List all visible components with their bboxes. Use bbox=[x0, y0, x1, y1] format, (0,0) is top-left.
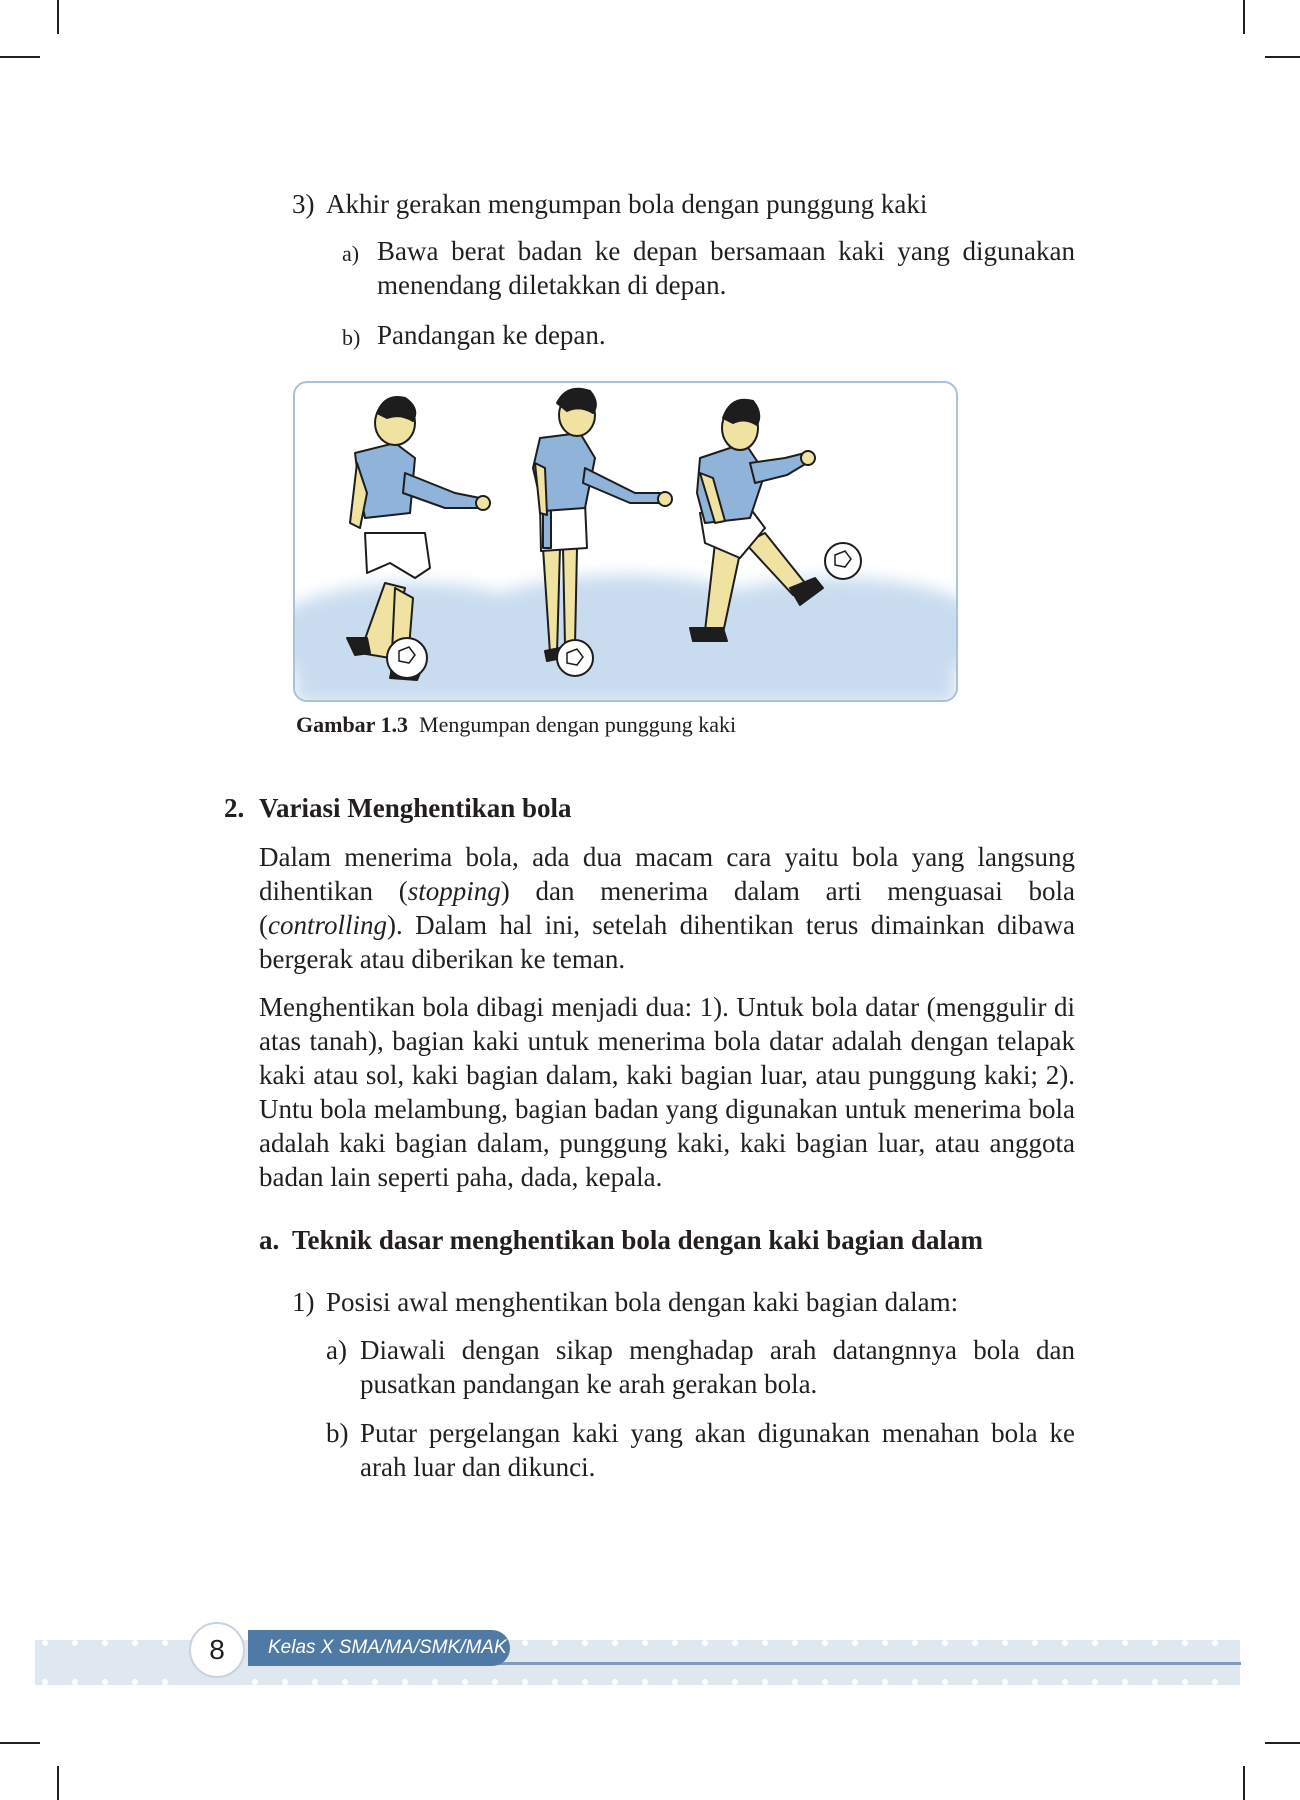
crop-mark bbox=[1243, 1766, 1245, 1800]
list-label-1b: b) bbox=[326, 1418, 349, 1448]
page-number: 8 bbox=[189, 1622, 245, 1678]
list-item-3-text: Akhir gerakan mengumpan bola dengan punggung kaki bbox=[326, 189, 928, 219]
crop-mark bbox=[57, 1766, 59, 1800]
figure-caption-label: Gambar 1.3 bbox=[296, 712, 409, 737]
figure-caption-text: Mengumpan dengan punggung kaki bbox=[419, 712, 737, 737]
subsection-title: Teknik dasar menghentikan bola dengan kaki bagian dalam bbox=[292, 1225, 983, 1255]
figure-illustration bbox=[293, 381, 958, 702]
list-label-3a: a) bbox=[342, 241, 360, 266]
term-stopping: stopping bbox=[407, 876, 501, 906]
subsection-label: a. bbox=[259, 1225, 280, 1255]
section-title: Variasi Menghentikan bola bbox=[259, 793, 572, 823]
ball-3 bbox=[825, 543, 861, 579]
list-item-3a-text: Bawa berat badan ke depan bersamaan kaki yang digunakan menendang diletakkan di depan. bbox=[377, 236, 1075, 300]
crop-mark bbox=[1265, 1742, 1300, 1744]
list-label: 3) bbox=[292, 189, 315, 219]
list-label-1: 1) bbox=[292, 1287, 315, 1317]
list-item-3b-text: Pandangan ke depan. bbox=[377, 320, 606, 350]
list-item-1a-text: Diawali dengan sikap menghadap arah datangnnya bola dan pusatkan pandangan ke arah gerakan bola. bbox=[360, 1335, 1075, 1399]
crop-mark bbox=[1265, 56, 1300, 58]
list-item-1-text: Posisi awal menghentikan bola dengan kaki bagian dalam: bbox=[326, 1287, 959, 1317]
ball-2 bbox=[557, 640, 593, 676]
crop-mark bbox=[57, 0, 59, 34]
list-label-3b: b) bbox=[342, 325, 361, 350]
soccer-illustration bbox=[295, 383, 956, 700]
crop-mark bbox=[1243, 0, 1245, 34]
term-controlling: controlling bbox=[268, 910, 387, 940]
book-label: Kelas X SMA/MA/SMK/MAK bbox=[248, 1630, 510, 1666]
list-item-3 bbox=[292, 187, 315, 221]
footer-rule bbox=[490, 1662, 1241, 1665]
crop-mark bbox=[0, 1742, 40, 1744]
ball-1 bbox=[387, 638, 427, 678]
paragraph-2: Menghentikan bola dibagi menjadi dua: 1). Untuk bola datar (menggulir di atas tanah), bagian kaki untuk menerima bola datar adalah dengan telapak kaki atau sol, kaki bagian dalam, kaki bagian luar, atau punggung kaki; 2). Untu bola melambung, bagian badan yang digunakan untuk menerima bola adalah kaki bagian dalam, punggung kaki, kaki bagian luar, atau anggota badan lain seperti paha, dada, kepala. bbox=[259, 992, 1075, 1192]
paragraph-1: Dalam menerima bola, ada dua macam cara yaitu bola yang langsung dihentikan (stopping) dan menerima dalam arti menguasai bola (controlling). Dalam hal ini, setelah dihentikan terus dimainkan dibawa bergerak atau diberikan ke teman. bbox=[259, 842, 1075, 974]
list-item-1b-text: Putar pergelangan kaki yang akan digunakan menahan bola ke arah luar dan dikunci. bbox=[360, 1418, 1075, 1482]
figure-caption bbox=[296, 711, 736, 739]
section-number: 2. bbox=[224, 793, 245, 823]
list-label-1a: a) bbox=[326, 1335, 347, 1365]
crop-mark bbox=[0, 56, 40, 58]
